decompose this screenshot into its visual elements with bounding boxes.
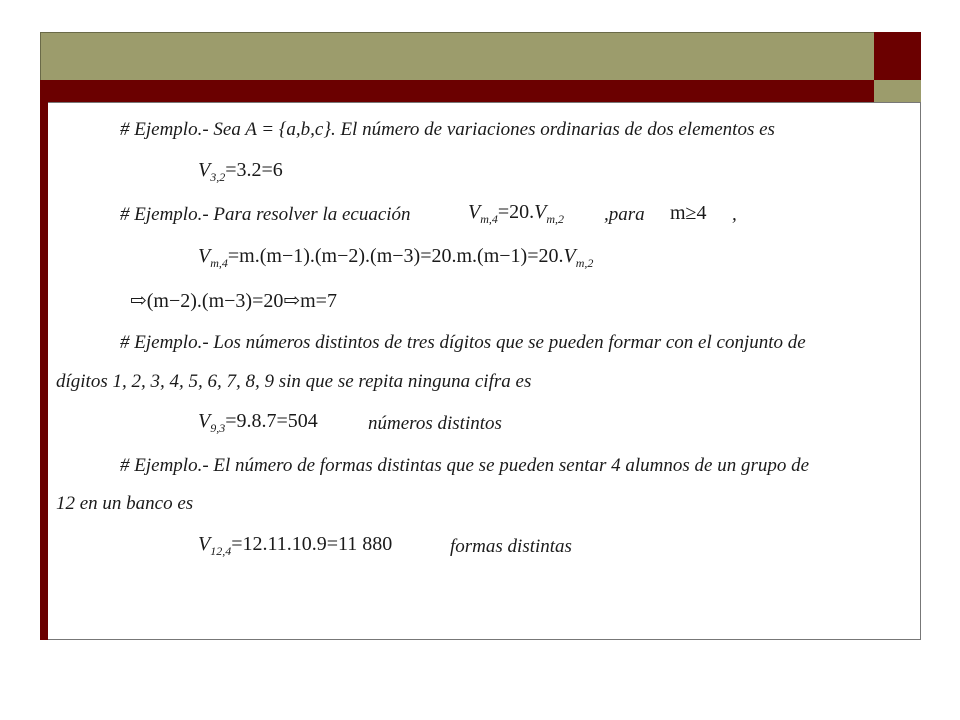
example2-text: # Ejemplo.- Para resolver la ecuación <box>120 204 411 225</box>
eq-sub2: m,2 <box>546 212 565 226</box>
example2-line3: ⇨(m−2).(m−3)=20⇨m=7 <box>130 290 337 312</box>
example4-suffix: formas distintas <box>450 536 572 557</box>
eq-sub1: m,4 <box>480 212 498 226</box>
example2-condition: m≥4 <box>670 202 707 224</box>
example2-equation <box>468 201 564 227</box>
eq-v1: V <box>468 201 481 223</box>
example2-line2 <box>198 245 593 271</box>
formula-rhs: =12.11.10.9=11 880 <box>231 533 393 555</box>
eq-mid: =20. <box>497 201 535 223</box>
header-maroon-strip <box>40 80 874 102</box>
example1-text: # Ejemplo.- Sea A = {a,b,c}. El número de variaciones ordinarias de dos elementos es <box>120 119 775 140</box>
example1-formula <box>198 159 283 185</box>
formula-rhs: =9.8.7=504 <box>225 410 318 432</box>
formula-rhs: =3.2=6 <box>225 159 283 181</box>
line2-rhs: =m.(m−1).(m−2).(m−3)=20.m.(m−1)=20. <box>227 245 564 267</box>
line2-sub: m,4 <box>210 256 228 270</box>
formula-v: V <box>198 410 211 432</box>
line2-sub2: m,2 <box>575 256 594 270</box>
formula-v: V <box>198 533 211 555</box>
formula-subscript: 9,3 <box>210 421 226 435</box>
example3-text-line1: # Ejemplo.- Los números distintos de tres dígitos que se pueden formar con el conjunto de <box>120 332 806 353</box>
left-maroon-border <box>40 102 48 640</box>
example4-formula <box>198 533 392 559</box>
header-maroon-square <box>874 32 921 80</box>
example2-comma: , <box>732 204 737 225</box>
line2-v2: V <box>563 245 576 267</box>
eq-v2: V <box>534 201 547 223</box>
example3-text-line2: dígitos 1, 2, 3, 4, 5, 6, 7, 8, 9 sin que se repita ninguna cifra es <box>56 371 532 392</box>
header-olive-square <box>874 80 921 102</box>
example2-para: ,para <box>604 204 645 225</box>
line2-v: V <box>198 245 211 267</box>
formula-subscript: 3,2 <box>210 170 226 184</box>
example3-suffix: números distintos <box>368 413 502 434</box>
example3-formula <box>198 410 318 436</box>
formula-v: V <box>198 159 211 181</box>
content-area <box>48 102 921 640</box>
example4-text-line2: 12 en un banco es <box>56 493 194 514</box>
formula-subscript: 12,4 <box>210 544 232 558</box>
example4-text-line1: # Ejemplo.- El número de formas distintas que se pueden sentar 4 alumnos de un grupo de <box>120 455 810 476</box>
header-olive-bar <box>40 32 874 80</box>
